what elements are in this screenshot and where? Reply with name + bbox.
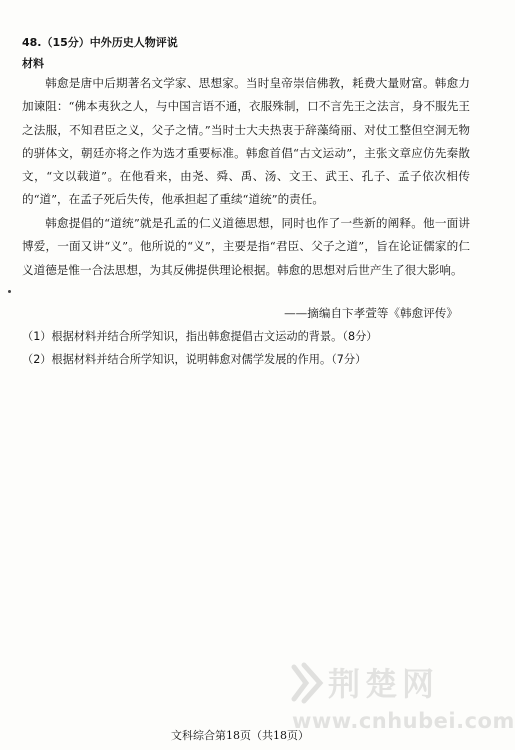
- material-paragraph-2: 韩愈提倡的“道统”就是孔孟的仁义道德思想，同时也作了一些新的阐释。他一面讲博爱，一面又讲“义”。他所说的“义”，主要是指“君臣、父子之道”，旨在论证儒家的仁义道德是惟一合法思想，为其反佛提供理论根据。韩愈的思想对后世产生了很大影响。: [22, 216, 470, 277]
- watermark-url: www.cnhubei.com: [292, 709, 515, 733]
- source-citation: ——摘编自卞孝萱等《韩愈评传》: [284, 306, 458, 320]
- watermark-logo-icon: [290, 661, 328, 705]
- watermark-text: 荆楚网: [328, 665, 440, 703]
- material-label: 材料: [22, 57, 44, 70]
- question-title: 48.（15分）中外历史人物评说: [22, 36, 178, 49]
- margin-dot: [8, 290, 11, 293]
- material-paragraph-1: 韩愈是唐中后期著名文学家、思想家。当时皇帝崇信佛教，耗费大量财富。韩愈力加谏阻：“佛本夷狄之人，与中国言语不通，衣服殊制，口不言先王之法言，身不服先王之法服，不知君臣之义，父子之情。”当时士大夫热衷于辞藻绮丽、对仗工整但空洞无物的骈体文，朝廷亦将之作为选才重要标准。韩愈首倡“古文运动”，主张文章应仿先秦散文，“文以载道”。在他看来，由尧、舜、禹、汤、文王、武王、孔子、孟子依次相传的“道”，在孟子死后失传，他承担起了重续“道统”的责任。: [22, 76, 470, 207]
- page-footer: 文科综合第18页（共18页）: [171, 729, 309, 742]
- sub-question-1: （1）根据材料并结合所学知识，指出韩愈提倡古文运动的背景。（8分）: [22, 330, 378, 343]
- sub-question-2: （2）根据材料并结合所学知识，说明韩愈对儒学发展的作用。（7分）: [22, 353, 367, 366]
